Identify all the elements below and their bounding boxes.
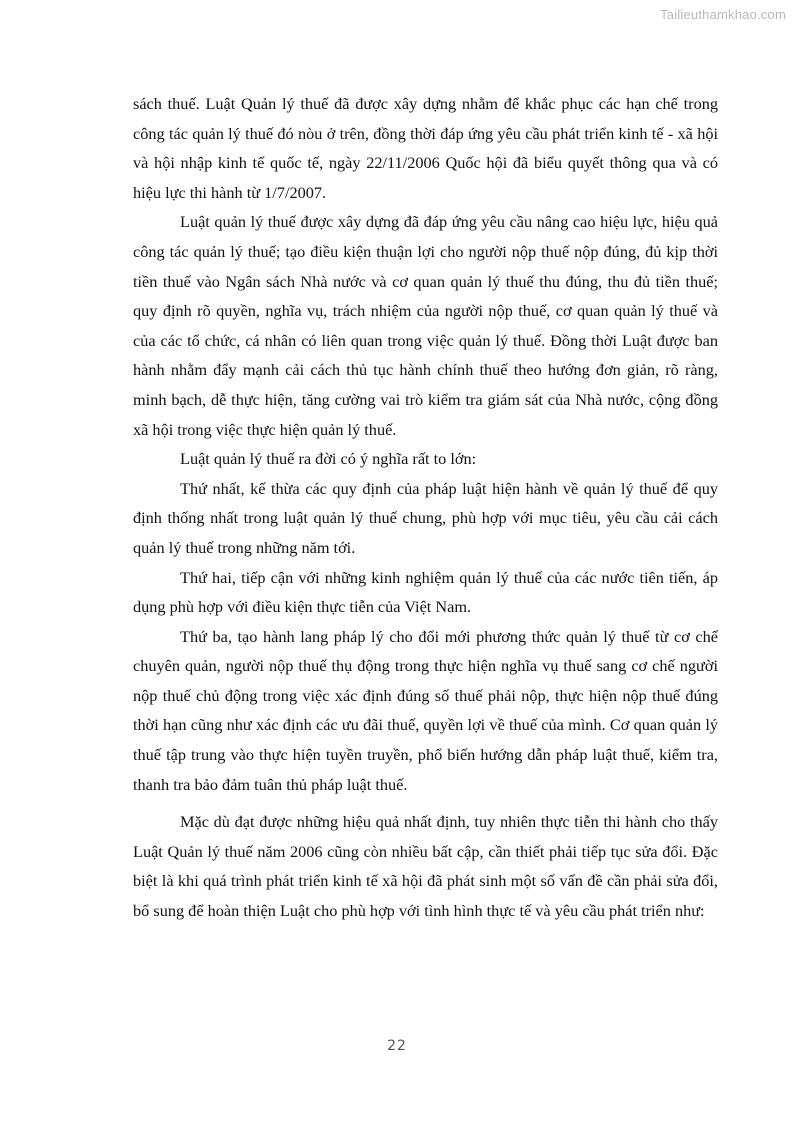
paragraph: Mặc dù đạt được những hiệu quả nhất định, tuy nhiên thực tiễn thi hành cho thấy Luật Quản lý thuế năm 2006 cũng còn nhiều bất cập, cần thiết phải tiếp tục sửa đổi. Đặc biệt là khi quá trình phát triển kinh tế xã hội đã phát sinh một số vấn đề cần phải sửa đổi, bổ sung để hoàn thiện Luật cho phù hợp với tình hình thực tế và yêu cầu phát triển như: [133,812,718,921]
paragraph: Thứ nhất, kế thừa các quy định của pháp luật hiện hành về quản lý thuế để quy định thống nhất trong luật quản lý thuế chung, phù hợp với mục tiêu, yêu cầu cải cách quản lý thuế trong những năm tới. [133,478,718,557]
page-number: 22 [387,1038,407,1054]
watermark: Tailieuthamkhao.com [660,7,786,22]
paragraph: Luật quản lý thuế ra đời có ý nghĩa rất to lớn: [180,449,477,469]
paragraph: Thứ hai, tiếp cận với những kinh nghiệm quản lý thuế của các nước tiên tiến, áp dụng phù hợp với điều kiện thực tiễn của Việt Nam. [133,567,718,617]
paragraph-continuation: sách thuế. Luật Quản lý thuế đã được xây dựng nhằm để khắc phục các hạn chế trong công tác quản lý thuế đó nòu ở trên, đồng thời đáp ứng yêu cầu phát triển kinh tế - xã hội và hội nhập kinh tế quốc tế, ngày 22/11/2006 Quốc hội đã biểu quyết thông qua và có hiệu lực thi hành từ 1/7/2007. [133,94,718,202]
paragraph: Thứ ba, tạo hành lang pháp lý cho đổi mới phương thức quản lý thuế từ cơ chế chuyên quản, người nộp thuế thụ động trong thực hiện nghĩa vụ thuế sang cơ chế người nộp thuế chủ động trong việc xác định đúng số thuế phải nộp, thực hiện nộp thuế đúng thời hạn cũng như xác định các ưu đãi thuế, quyền lợi về thuế của mình. Cơ quan quản lý thuế tập trung vào thực hiện tuyền truyền, phổ biến hướng dẫn pháp luật thuế, kiểm tra, thanh tra bảo đảm tuân thủ pháp luật thuế. [133,626,718,794]
paragraph: Luật quản lý thuế được xây dựng đã đáp ứng yêu cầu nâng cao hiệu lực, hiệu quả công tác quản lý thuế; tạo điều kiện thuận lợi cho người nộp thuế nộp đúng, đủ kịp thời tiền thuế vào Ngân sách Nhà nước và cơ quan quản lý thuế thu đúng, thu đủ tiền thuế; quy định rõ quyền, nghĩa vụ, trách nhiệm của người nộp thuế, cơ quan quản lý thuế và của các tổ chức, cá nhân có liên quan trong việc quản lý thuế. Đồng thời Luật được ban hành nhằm đẩy mạnh cải cách thủ tục hành chính thuế theo hướng đơn giản, rõ ràng, minh bạch, dễ thực hiện, tăng cường vai trò kiểm tra giám sát của Nhà nước, cộng đồng xã hội trong việc thực hiện quản lý thuế. [133,212,718,439]
document-body [133,89,718,926]
